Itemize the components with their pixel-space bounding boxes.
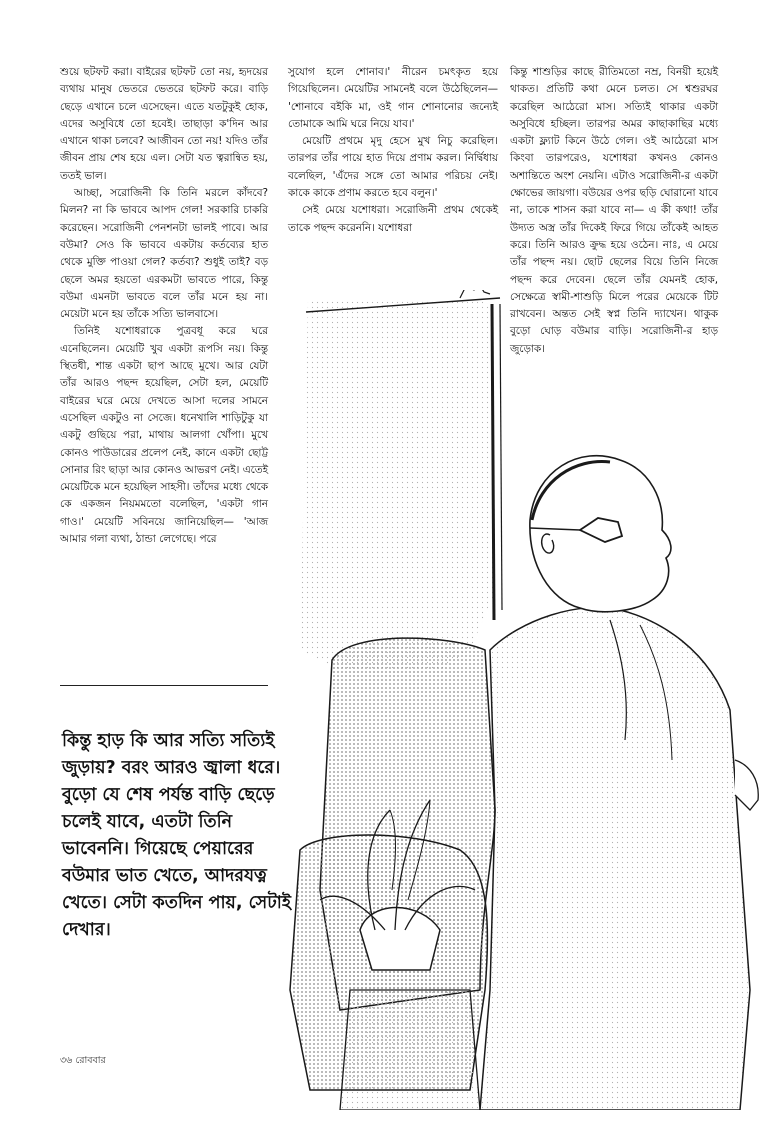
- pull-quote: কিন্তু হাড় কি আর সত্যি সত্যিই জুড়ায়? বরং আরও জ্বালা ধরে। বুড়ো যে শেষ পর্যন্ত বাড়ি ছেড়ে চলেই যাবে, এতটা তিনি ভাবেননি। গিয়েছে পেয়ারের বউমার ভাত খেতে, আদরযত্ন খেতে। সেটা কতদিন পায়, সেটাই দেখার।: [62, 731, 291, 940]
- wall-shade: [300, 300, 496, 670]
- paragraph: মেয়েটি প্রথমে মৃদু হেসে মুখ নিচু করেছিল। তারপর তাঁর পায়ে হাত দিয়ে প্রণাম করল। নির্দ্বিধায় বলেছিল, 'এঁদের সঙ্গে তো আমার পরিচয় নেই। কাকে কাকে প্রণাম করতে হবে বলুন।': [288, 135, 498, 200]
- text-column-2: [288, 64, 498, 237]
- divider: [60, 685, 268, 686]
- paragraph: তিনিই যশোধরাকে পুত্রবধূ করে ঘরে এনেছিলেন। মেয়েটি খুব একটা রূপসি নয়। কিন্তু স্থিতধী, শান্ত একটা ছাপ আছে মুখে। আর যেটা তাঁর আরও পছন্দ হয়েছিল, সেটা হল, মেয়েটি বাইরের ঘরে মেয়ে দেখতে আসা দলের সামনে এসেছিল একটুও না সেজে। ধনেখালি শাড়িটুকু যা একটু গুছিয়ে পরা, মাথায় আলগা খোঁপা। মুখে কোনও পাউডারের প্রলেপ নেই, কানে একটা ছোট্ট সোনার রিং ছাড়া আর কোনও আভরণ নেই। এতেই মেয়েটিকে মনে হয়েছিল সাহসী। তাঁদের মধ্যে থেকে কে একজন নিয়মমতো বলেছিল, 'একটা গান গাও।' মেয়েটি সবিনয়ে জানিয়েছিল— 'আজ আমার গলা ব্যথা, ঠান্ডা লেগেছে। পরে: [60, 325, 268, 546]
- paragraph: সুযোগ হলে শোনাব।' নীরেন চমৎকৃত হয়ে গিয়েছিলেন। মেয়েটির সামনেই বলে উঠেছিলেন— 'শোনাবে বইকি মা, ওই গান শোনানোর জন্যেই তোমাকে আমি ঘরে নিয়ে যাব।': [288, 66, 498, 130]
- man-head: [530, 456, 671, 612]
- page-folio: ৩৬ রোববার: [60, 1055, 106, 1066]
- paragraph: শুয়ে ছটফট করা। বাইরের ছটফট তো নয়, হৃদয়ের ব্যথায় মানুষ ভেতরে ভেতরে ছটফট করে। বাড়ি ছেড়ে এখানে চলে এসেছেন। এতে যতটুকুই হোক, এদের অসুবিধে তো হবেই। তাছাড়া ক'দিন আর এখানে থাকা চলবে? আজীবন তো নয়! যদিও তাঁর জীবন প্রায় শেষ হয়ে এল। সেটা যত ত্বরান্বিত হয়, ততই ভাল।: [60, 66, 268, 182]
- paragraph: আচ্ছা, সরোজিনী কি তিনি মরলে কাঁদবে? মিলন? না কি ভাববে আপদ গেল! সরকারি চাকরি করেছেন। সরোজিনী পেনশনটা ভালই পাবে। আর বউমা? সেও কি ভাববে একটায় কর্তব্যের হাত থেকে মুক্তি পাওয়া গেল? কর্তব্য? শুধুই তাই? বড় ছেলে অমর হয়তো এরকমটা ভাবতে পারে, কিন্তু বউমা এমনটা ভাবতে বলে তাঁর মনে হয় না। মেয়েটা মনে হয় তাঁকে সত্যি ভালবাসে।: [60, 187, 268, 321]
- text-column-1: [60, 64, 268, 548]
- side-table: [340, 990, 480, 1110]
- illustration-elderly-man: [280, 290, 770, 1110]
- paragraph: সেই মেয়ে যশোধরা। সরোজিনী প্রথম থেকেই তাকে পছন্দ করেননি। যশোধরা: [288, 204, 498, 234]
- paragraph: কিন্তু শাশুড়ির কাছে রীতিমতো নম্র, বিনয়ী হয়েই থাকত। প্রতিটি কথা মেনে চলত। সে শ্বশুরঘর করেছিল আঠেরো মাস। সত্যিই থাকার একটা অসুবিধে হচ্ছিল। তারপর অমর কাছাকাছির মধ্যে একটা ফ্ল্যাট কিনে উঠে গেল। ওই আঠেরো মাস কিংবা তারপরেও, যশোধরা কখনও কোনও অশান্তিতে অংশ নেয়নি। এটাও সরোজিনী-র একটা ক্ষোভের জায়গা। বউয়ের ওপর ছড়ি ঘোরানো যাবে না, তাকে শাসন করা যাবে না— এ কী কথা! তাঁর উদ্যত অস্ত্র তাঁর দিকেই ফিরে গিয়ে তাঁকেই আহত করে। তিনি আরও ক্রুদ্ধ হয়ে ওঠেন। নাঃ, এ মেয়ে তাঁর পছন্দ নয়। ছোট ছেলের বিয়ে তিনি নিজে পছন্দ করে দেবেন। ছেলে তাঁর যেমনই হোক, সেক্ষেত্রে স্বামী-শাশুড়ি মিলে পরের মেয়েকে টিট রাখবেন। অন্তত সেই স্বপ্ন তিনি দ্যাখেন। থাকুক বুড়ো ঘোড় বউমার বাড়ি। সরোজিনী-র হাড় জুড়োক।: [510, 66, 718, 355]
- man-torso: [480, 607, 750, 1110]
